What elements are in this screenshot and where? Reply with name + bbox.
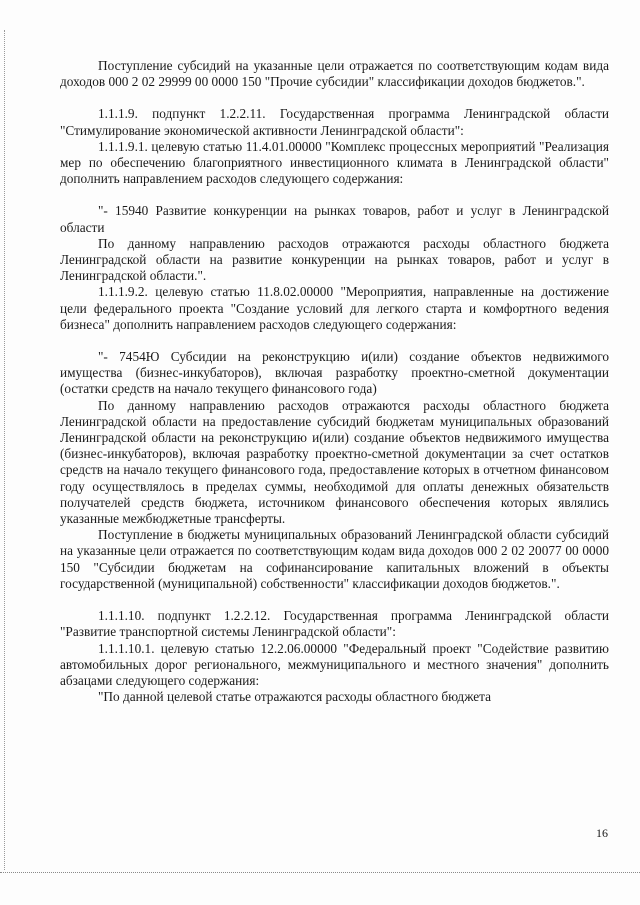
paragraph-municipal-income: Поступление в бюджеты муниципальных образований Ленинградской области субсидий на указанные цели отражается по соответствующим кодам вида доходов 000 2 02 20077 00 0000 150 "Субсидии бюджетам на софинансирование капитальных вложений в объекты государственной (муниципальной) собственности" классификации доходов бюджетов.". [60,527,609,591]
paragraph-spacer [60,187,609,203]
page-number: 16 [596,826,608,840]
paragraph-subitem-1-1-1-9: 1.1.1.9. подпункт 1.2.2.11. Государственная программа Ленинградской области "Стимулирование экономической активности Ленинградской области": [60,106,609,138]
paragraph-subsidy-income: Поступление субсидий на указанные цели отражается по соответствующим кодам вида доходов 000 2 02 29999 00 0000 150 "Прочие субсидии" классификации доходов бюджетов.". [60,58,609,90]
paragraph-direction-15940: "- 15940 Развитие конкуренции на рынках товаров, работ и услуг в Ленинградской области [60,203,609,235]
paragraph-1-1-1-9-2: 1.1.1.9.2. целевую статью 11.8.02.00000 "Мероприятия, направленные на достижение цели федерального проекта "Создание условий для легкого старта и комфортного ведения бизнеса" дополнить направлением расходов следующего содержания: [60,284,609,332]
scan-left-edge [4,30,6,870]
paragraph-spacer [60,592,609,608]
paragraph-direction-7454-desc: По данному направлению расходов отражаются расходы областного бюджета Ленинградской области на предоставление субсидий бюджетам муниципальных образований Ленинградской области на реконструкцию и(или) создание объектов недвижимого имущества (бизнес-инкубаторов), включая разработку проектно-сметной документации за счет остатков средств на начало текущего финансового года, предоставление которых в отчетном финансовом году осуществлялось в пределах суммы, необходимой для оплаты денежных обязательств получателей средств бюджета, источником финансового обеспечения которых являлись указанные межбюджетные трансферты. [60,397,609,527]
paragraph-spacer [60,90,609,106]
paragraph-1-1-1-9-1: 1.1.1.9.1. целевую статью 11.4.01.00000 "Комплекс процессных мероприятий "Реализация мер по обеспечению благоприятного инвестиционного климата в Ленинградской области" дополнить направлением расходов следующего содержания: [60,138,609,187]
paragraph-target-article-expenses: "По данной целевой статье отражаются расходы областного бюджета [98,689,491,705]
paragraph-1-1-1-10-1: 1.1.1.10.1. целевую статью 12.2.06.00000 "Федеральный проект "Содействие развитию автомобильных дорог регионального, межмуниципального и местного значения" дополнить абзацами следующего содержания: [60,640,609,688]
document-body [60,58,609,705]
scan-bottom-edge [0,872,640,874]
paragraph-spacer [60,333,609,349]
paragraph-direction-15940-desc: По данному направлению расходов отражаются расходы областного бюджета Ленинградской области на развитие конкуренции на рынках товаров, работ и услуг в Ленинградской области.". [60,235,609,284]
paragraph-direction-7454: "- 7454Ю Субсидии на реконструкцию и(или) создание объектов недвижимого имущества (бизнес-инкубаторов), включая разработку проектно-сметной документации (остатки средств на начало текущего финансового года) [60,349,609,397]
paragraph-subitem-1-1-1-10: 1.1.1.10. подпункт 1.2.2.12. Государственная программа Ленинградской области "Развитие транспортной системы Ленинградской области": [60,608,609,640]
